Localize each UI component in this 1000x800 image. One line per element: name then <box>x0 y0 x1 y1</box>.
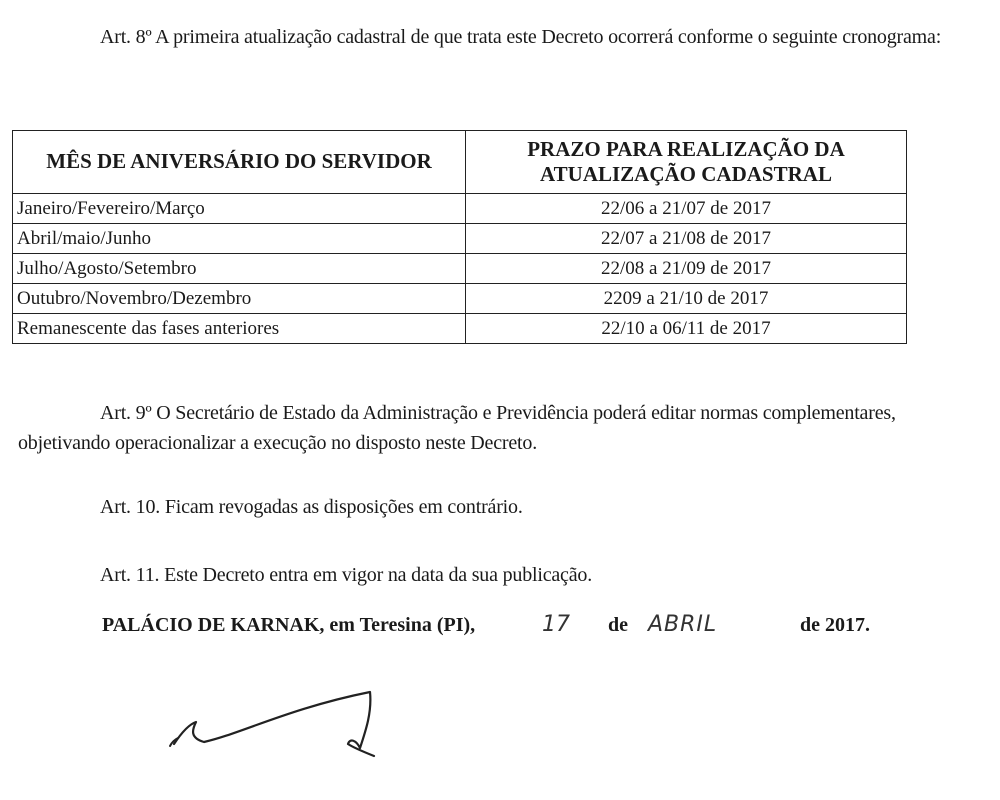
row-months: Abril/maio/Junho <box>13 224 466 254</box>
row-deadline: 22/10 a 06/11 de 2017 <box>466 314 907 344</box>
row-deadline: 22/06 a 21/07 de 2017 <box>466 194 907 224</box>
table-row <box>13 284 907 314</box>
table-row <box>13 254 907 284</box>
article-11-text: Art. 11. Este Decreto entra em vigor na data da sua publicação. <box>100 564 593 586</box>
article-11-paragraph <box>100 560 592 590</box>
row-deadline: 22/07 a 21/08 de 2017 <box>466 224 907 254</box>
header-deadline: PRAZO PARA REALIZAÇÃO DA ATUALIZAÇÃO CADASTRAL <box>466 131 907 194</box>
article-10-paragraph <box>100 492 523 522</box>
table-row <box>13 314 907 344</box>
row-months: Julho/Agosto/Setembro <box>13 254 466 284</box>
article-9-paragraph <box>18 398 978 458</box>
handwritten-day: 17 <box>542 612 570 637</box>
closing-line <box>102 614 475 637</box>
schedule-table <box>12 130 907 344</box>
row-months: Remanescente das fases anteriores <box>13 314 466 344</box>
table-row <box>13 194 907 224</box>
closing-year: de 2017. <box>800 614 870 636</box>
article-8-text: Art. 8º A primeira atualização cadastral de que trata este Decreto ocorrerá conforme o seguinte cronograma: <box>100 26 942 48</box>
row-months: Outubro/Novembro/Dezembro <box>13 284 466 314</box>
city-name: em Teresina (PI), <box>329 614 476 636</box>
closing-de: de <box>608 614 628 636</box>
article-9-text: Art. 9º O Secretário de Estado da Administração e Previdência poderá editar normas complementares, objetivando operacionalizar a execução no disposto neste Decreto. <box>18 402 896 454</box>
signature-icon <box>160 672 400 772</box>
row-deadline: 2209 a 21/10 de 2017 <box>466 284 907 314</box>
palace-name: PALÁCIO DE KARNAK, <box>102 614 325 636</box>
row-months: Janeiro/Fevereiro/Março <box>13 194 466 224</box>
article-10-text: Art. 10. Ficam revogadas as disposições em contrário. <box>100 496 523 518</box>
row-deadline: 22/08 a 21/09 de 2017 <box>466 254 907 284</box>
article-8-paragraph <box>18 22 978 52</box>
handwritten-month: ABRIL <box>648 612 718 637</box>
table-row <box>13 224 907 254</box>
table-header-row <box>13 131 907 194</box>
header-birth-month: MÊS DE ANIVERSÁRIO DO SERVIDOR <box>13 131 466 194</box>
